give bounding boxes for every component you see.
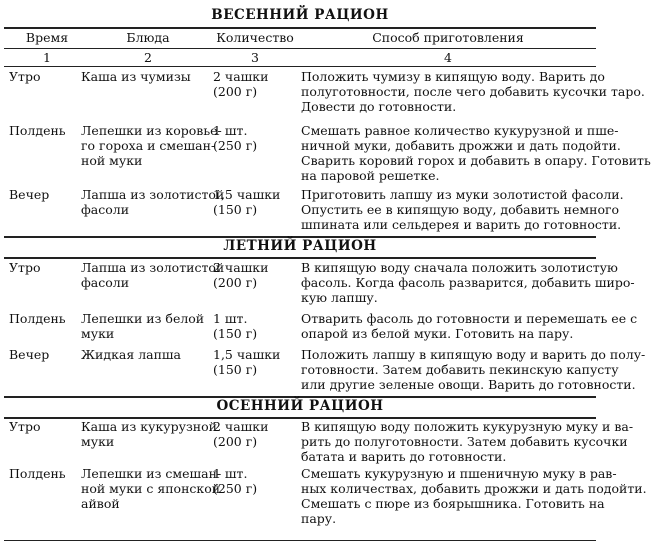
row-dish: Каша из чумизы [81,69,191,84]
row-qty: (150 г) [213,326,258,341]
row-method: ничной муки, добавить дрожжи и дать подойти. [301,138,621,153]
row-method: Довести до готовности. [301,99,457,114]
section-title-autumn: ОСЕННИЙ РАЦИОН [216,398,384,414]
header-num-2: 2 [144,50,152,65]
row-method: Опустить ее в кипящую воду, добавить немного [301,202,620,217]
row-dish: Лепешки из белой [81,311,205,326]
row-qty: (200 г) [213,275,258,290]
row-qty: 1,5 чашки [213,347,281,362]
row-method: батата и варить до готовности. [301,449,507,464]
row-qty: (200 г) [213,434,258,449]
row-qty: 1,5 чашки [213,187,281,202]
row-time: Утро [9,419,41,434]
row-method: В кипящую воду положить кукурузную муку и ва- [301,419,634,434]
row-dish: айвой [81,496,120,511]
row-qty: 2 чашки [213,69,269,84]
row-dish: Каша из кукурузной [81,419,217,434]
divider [4,540,596,541]
row-dish: фасоли [81,275,130,290]
row-method: рить до полуготовности. Затем добавить кусочки [301,434,628,449]
row-dish: Лепешки из коровье- [81,123,222,138]
row-method: фасоль. Когда фасоль разварится, добавить широ- [301,275,635,290]
row-dish: Лепешки из смешан- [81,466,222,481]
row-method: полуготовности, после чего добавить кусочки таро. [301,84,645,99]
row-qty: 2 чашки [213,419,269,434]
row-method: В кипящую воду сначала положить золотистую [301,260,618,275]
row-method: Положить лапшу в кипящую воду и варить до полу- [301,347,646,362]
row-method: Приготовить лапшу из муки золотистой фасоли. [301,187,624,202]
row-method: пару. [301,511,337,526]
row-dish: Жидкая лапша [81,347,181,362]
row-method: кую лапшу. [301,290,378,305]
row-dish: Лапша из золотистой [81,260,225,275]
divider [4,257,596,259]
divider [4,66,596,67]
row-qty: (150 г) [213,362,258,377]
row-qty: 1 шт. [213,466,248,481]
row-method: ных количествах, добавить дрожжи и дать подойти. [301,481,647,496]
row-dish: го гороха и смешан- [81,138,216,153]
row-qty: 1 шт. [213,311,248,326]
row-time: Вечер [9,187,50,202]
row-method: готовности. Затем добавить пекинскую капусту [301,362,619,377]
row-qty: 2 чашки [213,260,269,275]
row-time: Полдень [9,123,66,138]
row-method: или другие зеленые овощи. Варить до готовности. [301,377,636,392]
row-qty: (250 г) [213,481,258,496]
divider [4,48,596,49]
row-method: опарой из белой муки. Готовить на пару. [301,326,574,341]
row-dish: муки [81,434,115,449]
row-qty: 1 шт. [213,123,248,138]
row-qty: (200 г) [213,84,258,99]
row-time: Вечер [9,347,50,362]
row-method: Смешать кукурузную и пшеничную муку в рав- [301,466,617,481]
header-method: Способ приготовления [372,30,524,45]
row-dish: Лапша из золотистой [81,187,225,202]
header-dish: Блюда [126,30,170,45]
row-dish: ной муки с японской [81,481,221,496]
row-qty: (250 г) [213,138,258,153]
row-method: шпината или сельдерея и варить до готовности. [301,217,622,232]
row-method: Смешать равное количество кукурузной и пше- [301,123,619,138]
row-time: Утро [9,69,41,84]
row-method: Положить чумизу в кипящую воду. Варить до [301,69,605,84]
row-dish: муки [81,326,115,341]
divider [4,27,596,29]
header-num-1: 1 [43,50,51,65]
row-method: Смешать с пюре из боярышника. Готовить на [301,496,605,511]
row-time: Полдень [9,466,66,481]
row-time: Полдень [9,311,66,326]
section-title-summer: ЛЕТНИЙ РАЦИОН [223,238,377,254]
row-method: Сварить коровий горох и добавить в опару. Готовить [301,153,651,168]
row-method: на паровой решетке. [301,168,440,183]
row-method: Отварить фасоль до готовности и перемешать ее с [301,311,638,326]
row-time: Утро [9,260,41,275]
section-title-spring: ВЕСЕННИЙ РАЦИОН [211,7,389,23]
header-time: Время [25,30,69,45]
row-qty: (150 г) [213,202,258,217]
header-qty: Количество [216,30,294,45]
header-num-4: 4 [444,50,452,65]
row-dish: ной муки [81,153,143,168]
row-dish: фасоли [81,202,130,217]
header-num-3: 3 [251,50,259,65]
